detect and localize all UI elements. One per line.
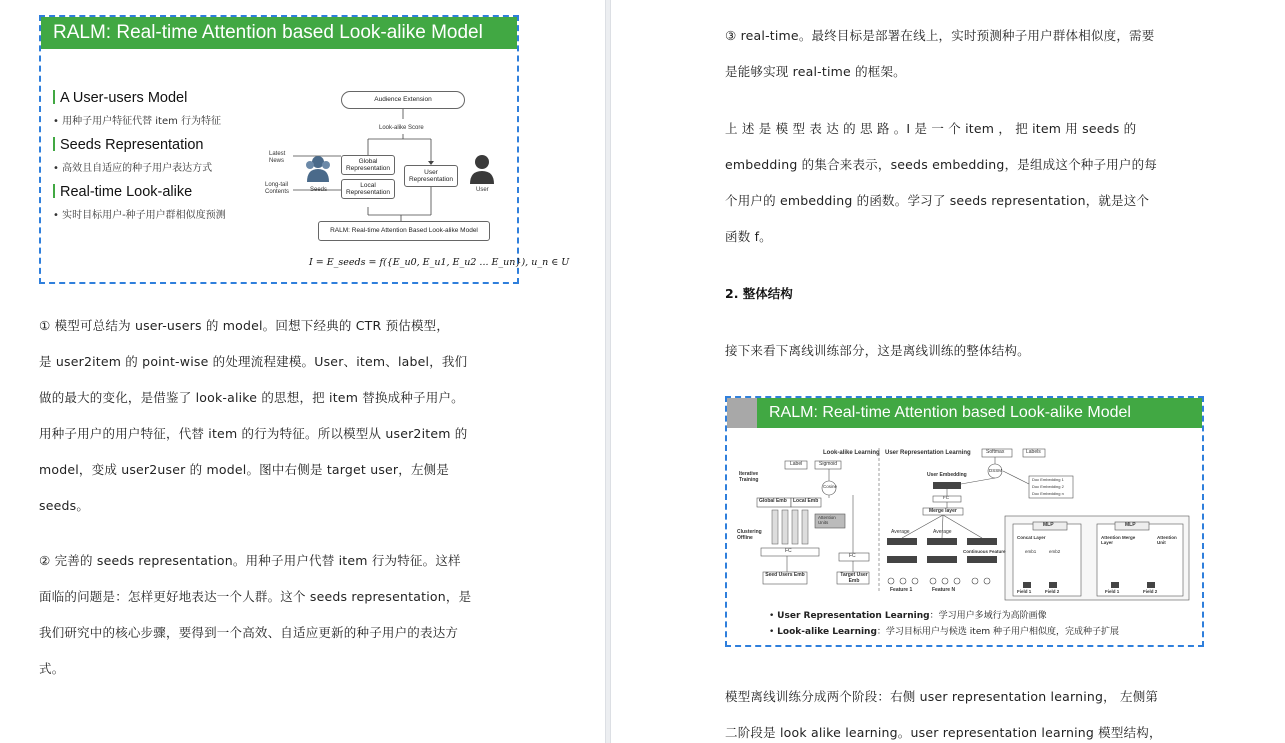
document-page-right — [611, 0, 1285, 743]
bullet-title-realtime: Real-time Look-alike — [53, 184, 192, 200]
label-continuous: Continuous Feature — [963, 549, 1006, 554]
label-seeds: Seeds — [310, 187, 328, 193]
label-mlp-2: MLP — [1125, 522, 1136, 528]
diagram-connectors — [41, 17, 517, 282]
label-average-2: Average — [933, 529, 952, 535]
label-fc-right: FC — [849, 553, 856, 559]
bullet-title-user-users: A User-users Model — [53, 90, 187, 106]
label-attention-merge: Attention Merge Layer — [1101, 535, 1136, 545]
user-person-icon — [470, 155, 494, 184]
label-dssm: DSSM — [989, 468, 1003, 473]
label-fc-mid: FC — [943, 495, 949, 500]
label-lookalike-learning: Look-alike Learning — [823, 450, 880, 456]
label-user-embedding: User Embedding — [927, 472, 967, 478]
label-longtail-contents: Long-tail Contents — [265, 182, 290, 195]
label-average-1: Average — [891, 529, 910, 535]
label-field1-a: Field 1 — [1017, 589, 1032, 594]
bullet-sub-realtime: • 实时目标用户-种子用户群相似度预测 — [53, 210, 226, 221]
label-softmax: Softmax — [986, 449, 1005, 455]
label-emb2: emb2 — [1049, 549, 1061, 554]
paragraph-1: ① 模型可总结为 user-users 的 model。回想下经典的 CTR 预估模型， 是 user2item 的 point-wise 的处理流程建模。User、item、label，我们 做的最大的变化，是借鉴了 look-alike 的思想，把 item 替换成种子用户。 用种子用户的用户特征，代替 item 的行为特征。所以模型从 user2item 的 model，变成 user2user 的 model。图中右侧是 target user，左侧是 seeds。 — [39, 318, 468, 513]
label-field2-b: Field 2 — [1143, 589, 1158, 594]
formula: I = E_seeds = f({E_u0, E_u1, E_u2 ... E_un}), u_n ∈ U — [309, 257, 570, 268]
slide2-title: RALM: Real-time Attention based Look-alike Model — [757, 398, 1202, 428]
label-attention-units: Attention Units — [818, 515, 836, 525]
box-audience-extension: Audience Extension — [341, 91, 465, 109]
label-cosine: Cosine — [823, 484, 838, 489]
label-emb1: emb1 — [1025, 549, 1037, 554]
slide-title: RALM: Real-time Attention based Look-alike Model — [41, 17, 517, 49]
label-featureN: Feature N — [932, 587, 956, 593]
section-heading: 2. 整体结构 — [725, 286, 793, 301]
label-field2-a: Field 2 — [1045, 589, 1060, 594]
label-lookalike-score: Look-alike Score — [379, 125, 424, 131]
box-local-rep: Local Representation — [341, 179, 395, 199]
paragraph-bottom: 模型离线训练分成两个阶段：右侧 user representation learning， 左侧第 二阶段是 look alike learning。user representation learning 模型结构， — [725, 689, 1162, 740]
label-latest-news: Latest News — [269, 151, 286, 164]
label-user-rep-learning: User Representation Learning — [885, 450, 971, 456]
label-concat: Concat Layer — [1017, 535, 1046, 540]
label-global-emb: Global Emb — [759, 498, 787, 504]
document-page-left — [0, 0, 605, 743]
bullet-title-seeds-rep: Seeds Representation — [53, 137, 204, 153]
label-iterative: Iterative Training — [739, 471, 759, 483]
seeds-person-icon — [306, 156, 330, 182]
slide2-bullet-2: • Look-alike Learning：学习目标用户与候选 item 种子用户相似度，完成种子扩展 — [769, 627, 1119, 637]
paragraph-intro: 接下来看下离线训练部分，这是离线训练的整体结构。 — [725, 343, 1030, 358]
box-global-rep: Global Representation — [341, 155, 395, 175]
label-doc-embn: Doc Embedding n — [1032, 491, 1064, 496]
label-clustering: Clustering Offline — [737, 529, 762, 541]
label-mlp-1: MLP — [1043, 522, 1054, 528]
label-label: Label — [790, 461, 803, 467]
label-feature1: Feature 1 — [890, 587, 913, 593]
bullet-sub-user-users: • 用种子用户特征代替 item 行为特征 — [53, 116, 222, 127]
box-user-rep: User Representation — [404, 165, 458, 187]
label-target-user-emb: Target User Emb — [840, 572, 868, 584]
box-ralm: RALM: Real-time Attention Based Look-alike Model — [318, 221, 490, 241]
label-doc-emb1: Doc Embedding 1 — [1032, 477, 1064, 482]
label-user: User — [476, 187, 489, 193]
label-local-emb: Local Emb — [793, 498, 819, 504]
label-doc-emb2: Doc Embedding 2 — [1032, 484, 1064, 489]
label-merge-layer: Merge layer — [929, 508, 957, 514]
label-field1-b: Field 1 — [1105, 589, 1120, 594]
label-attention-unit: Attention Unit — [1157, 535, 1177, 545]
paragraph-3: ③ real-time。最终目标是部署在线上，实时预测种子用户群体相似度，需要 是能够实现 real-time 的框架。 — [725, 28, 1155, 79]
label-labels: Labels — [1026, 449, 1041, 455]
paragraph-2: ② 完善的 seeds representation。用种子用户代替 item 行为特征。这样 面临的问题是：怎样更好地表达一个人群。这个 seeds representation，是 我们研究中的核心步骤，要得到一个高效、自适应更新的种子用户的表达方 式。 — [39, 553, 472, 676]
label-seed-users-emb: Seed Users Emb — [765, 572, 805, 578]
slide2-bullet-1: • User Representation Learning：学习用户多域行为高阶画像 — [769, 611, 1047, 621]
slide-ralm-architecture — [725, 396, 1204, 647]
bullet-sub-seeds-rep: • 高效且自适应的种子用户表达方式 — [53, 163, 213, 174]
label-fc-left: FC — [785, 548, 792, 554]
slide-ralm-overview — [39, 15, 570, 284]
paragraph-4: 上 述 是 模 型 表 达 的 思 路 。I 是 一 个 item ， 把 item 用 seeds 的 embedding 的集合来表示，seeds embedding，是组成这个种子用户的每 个用户的 embedding 的函数。学习了 seeds representation，就是这个 函数 f。 — [725, 121, 1157, 244]
label-sigmoid: Sigmoid — [819, 461, 838, 467]
